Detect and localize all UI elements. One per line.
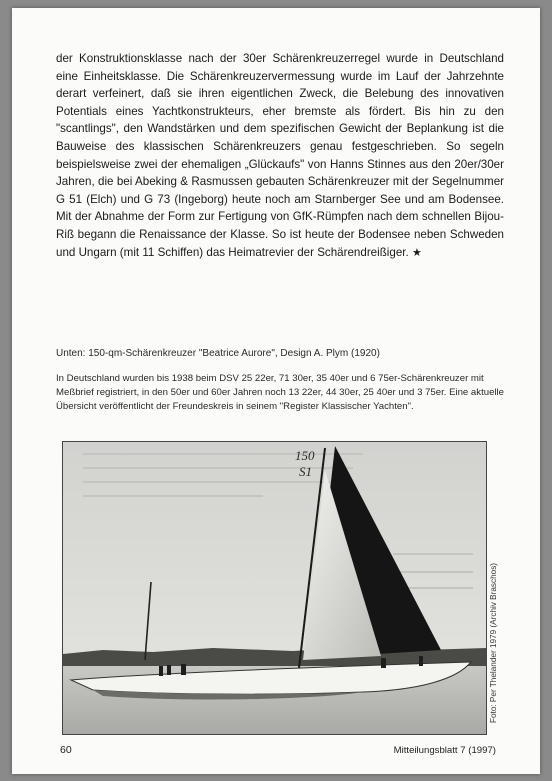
photo-credit: Foto: Per Thelander 1979 (Archiv Braschos): [489, 562, 498, 723]
photo-caption-title: Unten: 150-qm-Schärenkreuzer "Beatrice Aurore", Design A. Plym (1920): [56, 348, 380, 359]
end-mark-icon: ★: [411, 246, 422, 259]
photo-caption-body: In Deutschland wurden bis 1938 beim DSV 25 22er, 71 30er, 35 40er und 6 75er-Schärenkreuzer mit Meßbrief registriert, in den 50er und 60er Jahren noch 13 22er, 44 30er, 25 40er und 3 75er. Eine aktuelle Übersicht veröffentlicht der Freundeskreis in seinem "Register Klassischer Yachten".: [56, 373, 505, 412]
sailboat-illustration: [63, 442, 486, 734]
article-paragraph: [56, 50, 504, 262]
sail-letter: S1: [299, 464, 312, 479]
sail-number: 150: [295, 448, 315, 463]
sailboat-photo: [62, 441, 487, 735]
article-text: der Konstruktionsklasse nach der 30er Schärenkreuzerregel wurde in Deutschland eine Einheitsklasse. Die Schärenkreuzervermessung wurde im Lauf der Jahrzehnte derart verfeinert, daß sie ihren eigentlichen Zweck, die Belebung des innovativen Potentials eines Yachtkonstrukteurs, eher bremste als fördert. Bis hin zu den "scantlings", den Wandstärken und dem spezifischen Gewicht der Beplankung ist die Bauweise des klassischen Schärenkreuzers genau festgeschrieben. So segeln beispielsweise zwei der ehemaligen „Glückaufs" von Hanns Stinnes aus den 20er/30er Jahren, die bei Abeking & Rasmussen gebauten Schärenkreuzer mit der Segelnummer G 51 (Elch) und G 73 (Ingeborg) heute noch am Starnberger See und am Bodensee. Mit der Abnahme der Form zur Fertigung von GfK-Rümpfen nach dem schnellen Bijou-Riß begann die Renaissance der Klasse. So ist heute der Bodensee neben Schweden und Ungarn (mit 11 Schiffen) das Heimatrevier der Schärendreißiger.: [56, 52, 504, 259]
page-number: 60: [60, 744, 72, 756]
issue-label: Mitteilungsblatt 7 (1997): [393, 745, 496, 756]
magazine-page: [12, 8, 540, 774]
